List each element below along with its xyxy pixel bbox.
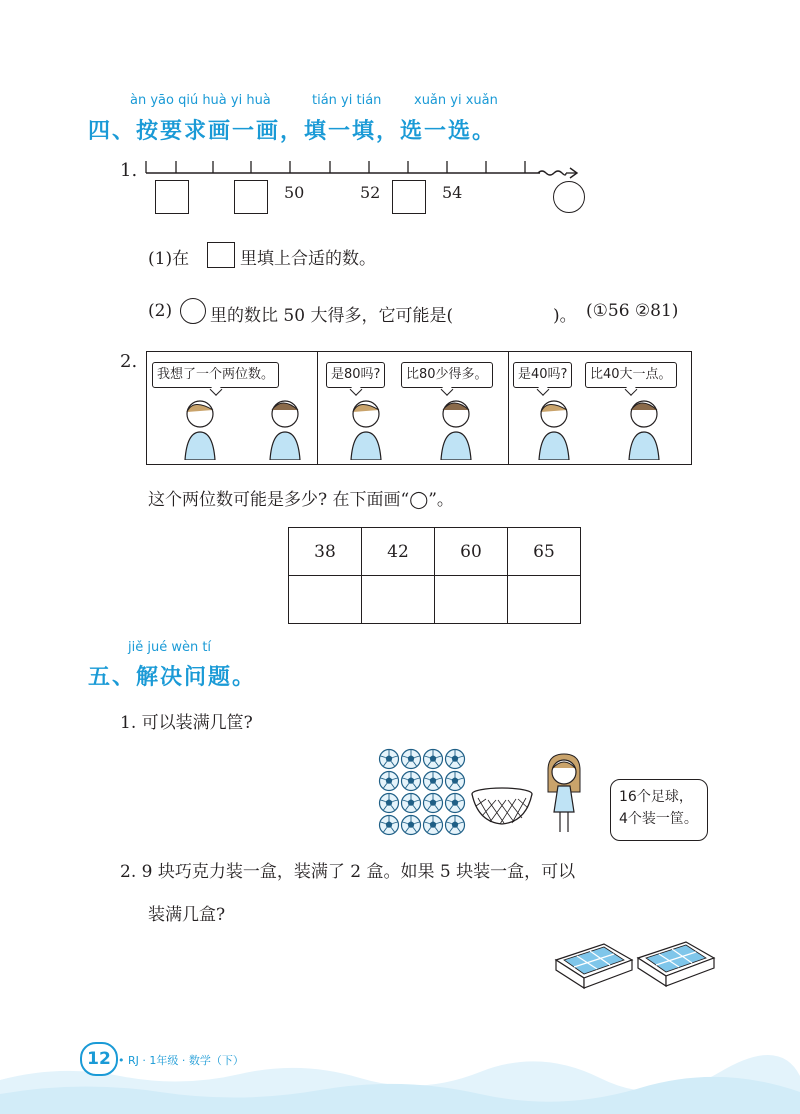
number-line-blank-box-2[interactable] bbox=[234, 180, 268, 214]
section4-title: 四、按要求画一画，填一填，选一选。 bbox=[88, 119, 497, 144]
p2-line1: 2. 9 块巧克力装一盒，装满了 2 盒。如果 5 块装一盒，可以 bbox=[120, 862, 576, 882]
comic-panel-3 bbox=[508, 352, 691, 464]
q1-sub2-blank-close: )。 bbox=[553, 306, 577, 326]
q2-number: 2. bbox=[120, 351, 138, 372]
q1-number: 1. bbox=[120, 160, 138, 181]
basket-icon bbox=[470, 786, 534, 826]
footer-text: • RJ · 1年级 · 数学（下） bbox=[118, 1054, 244, 1067]
girl-figure-icon bbox=[343, 396, 389, 460]
girl-figure-icon bbox=[177, 396, 223, 460]
answer-cell[interactable] bbox=[289, 576, 362, 624]
soccer-balls-illustration bbox=[378, 748, 470, 836]
comic-strip bbox=[146, 351, 692, 465]
tick-label-50: 50 bbox=[284, 183, 305, 202]
answer-cell[interactable] bbox=[435, 576, 508, 624]
bubble-4: 是40吗? bbox=[513, 362, 572, 388]
number-line bbox=[140, 155, 585, 185]
comic-panel-1 bbox=[147, 352, 317, 464]
q1-sub1-suffix: 里填上合适的数。 bbox=[240, 249, 376, 269]
section4-pinyin-1: àn yāo qiú huà yi huà bbox=[130, 93, 271, 108]
q1-sub1-prefix: (1)在 bbox=[148, 249, 190, 269]
girl-figure-icon bbox=[531, 396, 577, 460]
boy-figure-icon bbox=[262, 396, 308, 460]
number-line-blank-circle[interactable] bbox=[553, 181, 585, 213]
table-cell-value: 65 bbox=[508, 528, 581, 576]
girl-figure-icon bbox=[540, 752, 588, 834]
comic-panel-2 bbox=[317, 352, 508, 464]
answer-table bbox=[288, 527, 581, 624]
speech-bubble: 16个足球，4个装一筐。 bbox=[610, 779, 708, 841]
q2-prompt: 这个两位数可能是多少? 在下面画“◯”。 bbox=[148, 490, 454, 510]
table-cell-value: 42 bbox=[362, 528, 435, 576]
section5-pinyin: jiě jué wèn tí bbox=[128, 640, 212, 655]
inline-circle-icon bbox=[180, 298, 206, 324]
table-row bbox=[289, 576, 581, 624]
p1-text: 1. 可以装满几筐? bbox=[120, 713, 253, 733]
tick-label-54: 54 bbox=[442, 183, 463, 202]
table-row bbox=[289, 528, 581, 576]
table-cell-value: 38 bbox=[289, 528, 362, 576]
bubble-1: 我想了一个两位数。 bbox=[152, 362, 279, 388]
section5-title: 五、解决问题。 bbox=[88, 665, 257, 690]
bubble-5: 比40大一点。 bbox=[585, 362, 677, 388]
p2-line2: 装满几盒? bbox=[148, 905, 226, 925]
q1-sub2-text: 里的数比 50 大得多，它可能是( bbox=[210, 306, 454, 326]
boy-figure-icon bbox=[621, 396, 667, 460]
inline-square-icon bbox=[207, 242, 235, 268]
section4-pinyin-2: tián yi tián bbox=[312, 93, 382, 108]
bubble-3: 比80少得多。 bbox=[401, 362, 493, 388]
table-cell-value: 60 bbox=[435, 528, 508, 576]
q1-sub2-options: (①56 ②81) bbox=[586, 301, 679, 321]
answer-cell[interactable] bbox=[508, 576, 581, 624]
tick-label-52: 52 bbox=[360, 183, 381, 202]
answer-cell[interactable] bbox=[362, 576, 435, 624]
chocolate-boxes-illustration bbox=[552, 938, 718, 994]
boy-figure-icon bbox=[433, 396, 479, 460]
bubble-2: 是80吗? bbox=[326, 362, 385, 388]
section4-pinyin-3: xuǎn yi xuǎn bbox=[414, 93, 498, 108]
q1-sub2-prefix: (2) bbox=[148, 301, 173, 321]
number-line-blank-box-3[interactable] bbox=[392, 180, 426, 214]
page-number: 12 bbox=[80, 1042, 118, 1076]
number-line-blank-box-1[interactable] bbox=[155, 180, 189, 214]
